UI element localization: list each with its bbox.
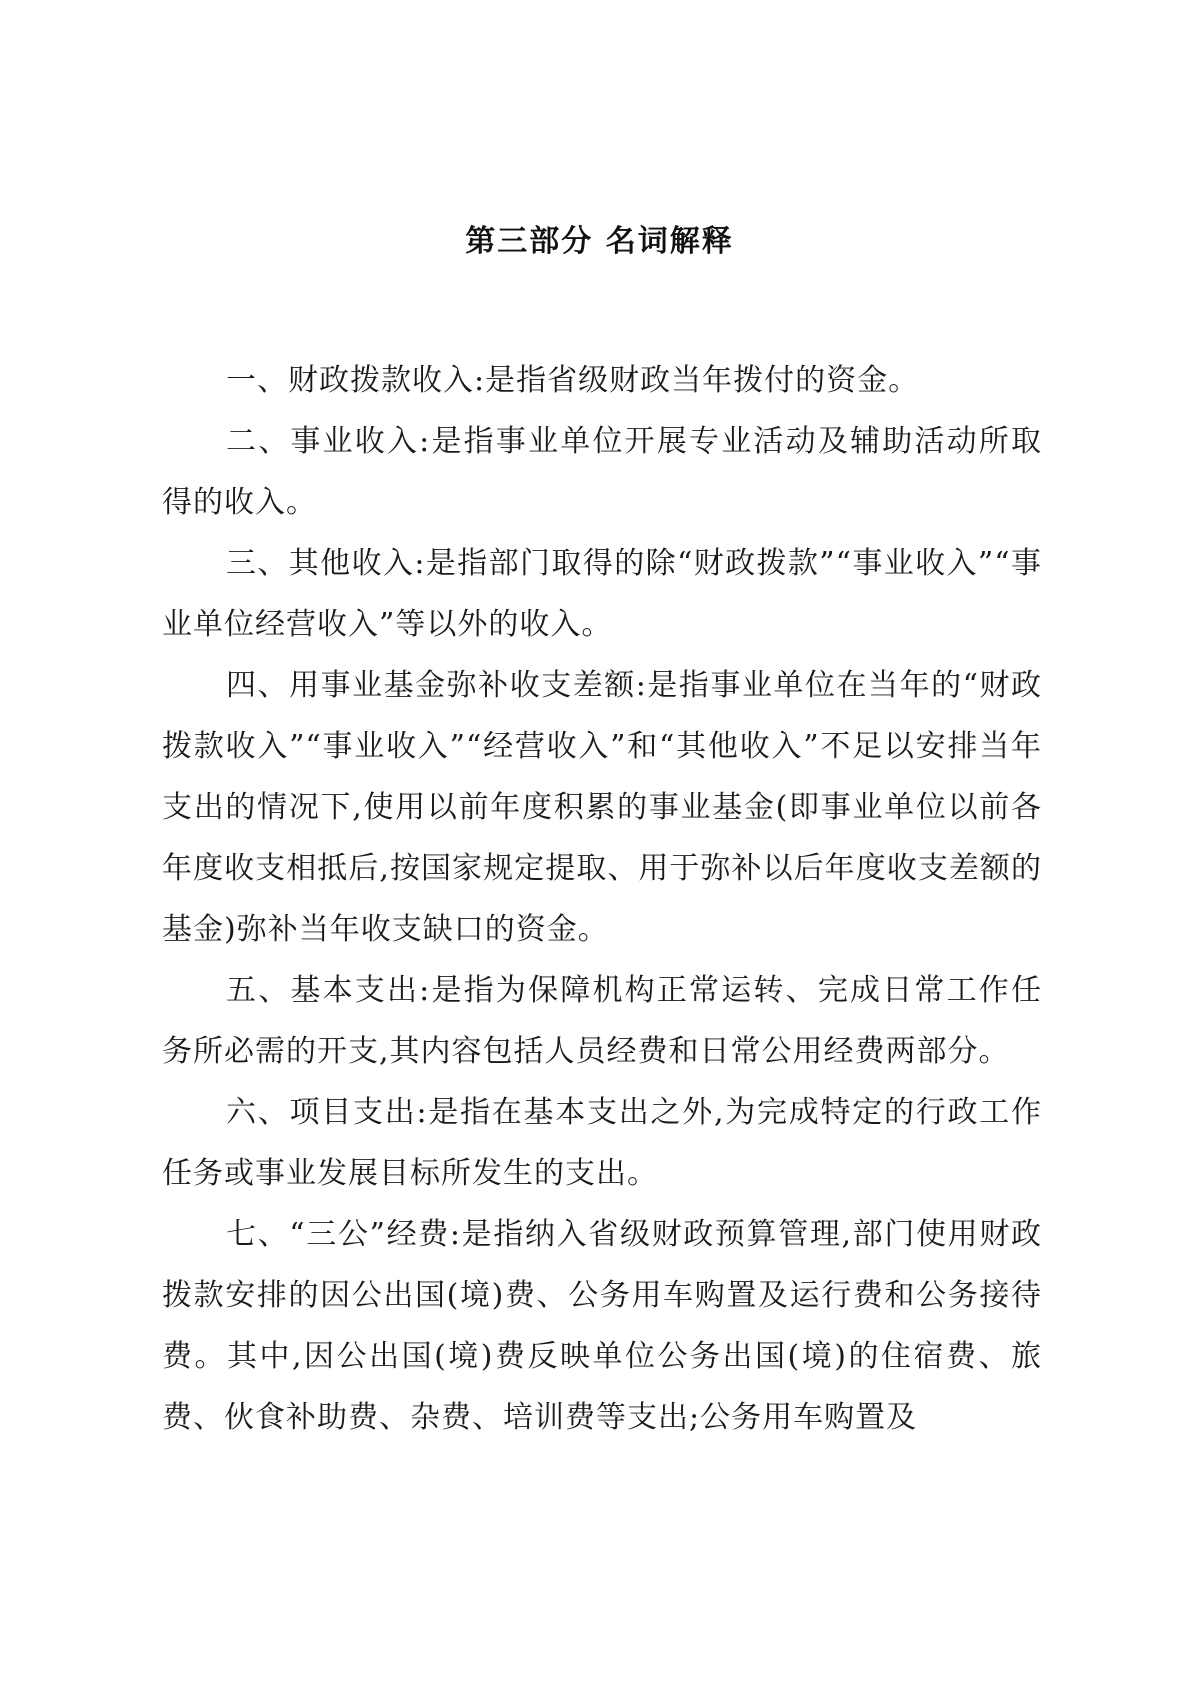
paragraph-other-income: 三、其他收入:是指部门取得的除“财政拨款”“事业收入”“事业单位经营收入”等以外的收入。 <box>162 546 1042 642</box>
paragraph-basic-expenditure: 五、基本支出:是指为保障机构正常运转、完成日常工作任务所必需的开支,其内容包括人员经费和日常公用经费两部分。 <box>162 973 1042 1069</box>
paragraph-business-income: 二、事业收入:是指事业单位开展专业活动及辅助活动所取得的收入。 <box>162 424 1042 520</box>
section-title: 第三部分 名词解释 <box>465 224 734 259</box>
paragraph-three-public-expenses: 七、“三公”经费:是指纳入省级财政预算管理,部门使用财政拨款安排的因公出国(境)费、公务用车购置及运行费和公务接待费。其中,因公出国(境)费反映单位公务出国(境)的住宿费、旅费、伙食补助费、杂费、培训费等支出;公务用车购置及 <box>162 1217 1042 1435</box>
paragraph-business-fund-offset: 四、用事业基金弥补收支差额:是指事业单位在当年的“财政拨款收入”“事业收入”“经营收入”和“其他收入”不足以安排当年支出的情况下,使用以前年度积累的事业基金(即事业单位以前各年度收支相抵后,按国家规定提取、用于弥补以后年度收支差额的基金)弥补当年收支缺口的资金。 <box>162 668 1042 947</box>
document-body <box>162 350 1042 1448</box>
paragraph-project-expenditure: 六、项目支出:是指在基本支出之外,为完成特定的行政工作任务或事业发展目标所发生的支出。 <box>162 1095 1042 1191</box>
paragraph-fiscal-appropriation-income: 一、财政拨款收入:是指省级财政当年拨付的资金。 <box>226 363 920 398</box>
